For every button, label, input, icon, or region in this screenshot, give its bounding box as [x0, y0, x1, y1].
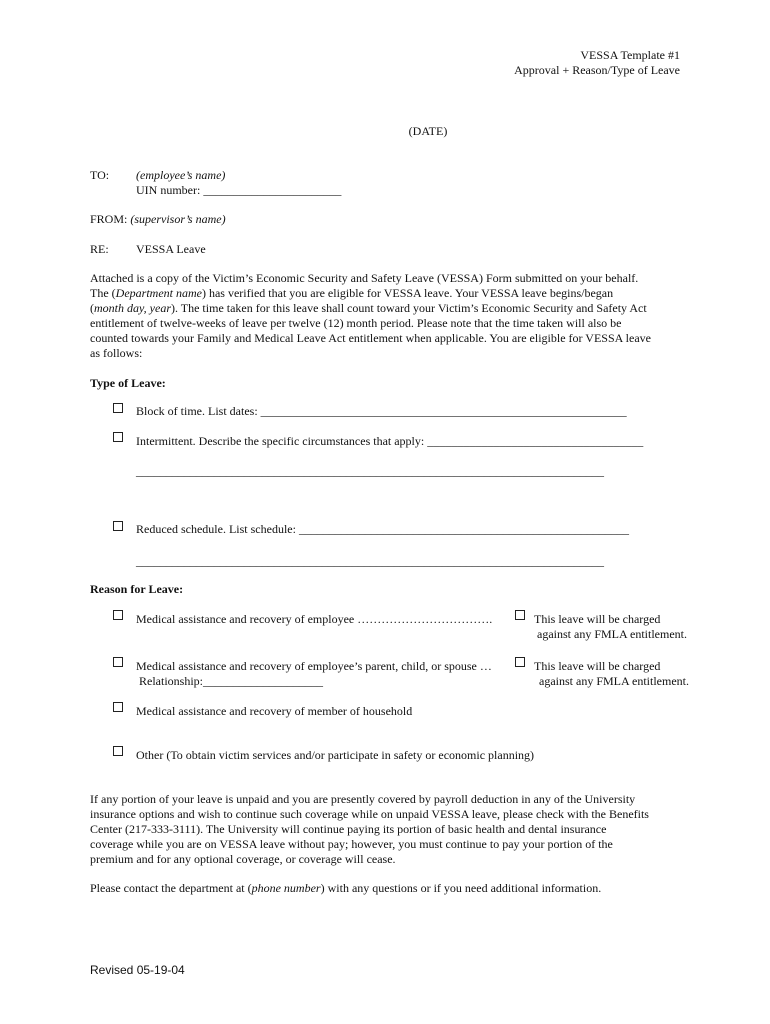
employee-medical-label: Medical assistance and recovery of employee …………………………….: [136, 612, 493, 626]
family-charge-line-2: against any FMLA entitlement.: [539, 674, 689, 688]
household-medical-checkbox[interactable]: [113, 702, 123, 712]
from-line: [90, 212, 226, 227]
family-medical-label: Medical assistance and recovery of employee’s parent, child, or spouse …: [136, 659, 492, 673]
template-title: VESSA Template #1: [580, 48, 680, 62]
intro-line-4: entitlement of twelve-weeks of leave per twelve (12) month period. Please note that the time taken will also be: [90, 316, 622, 330]
benefits-line-3: Center (217-333-3111). The University will continue paying its portion of basic health and dental insurance: [90, 822, 607, 836]
intro-paragraph: [90, 271, 690, 361]
family-medical-checkbox[interactable]: [113, 657, 123, 667]
reduced-schedule-checkbox[interactable]: [113, 521, 123, 531]
block-of-time-checkbox[interactable]: [113, 403, 123, 413]
employee-charge-line-2: against any FMLA entitlement.: [537, 627, 687, 641]
intro-line-1: Attached is a copy of the Victim’s Economic Security and Safety Leave (VESSA) Form submitted on your behalf.: [90, 271, 639, 285]
re-value: VESSA Leave: [136, 242, 206, 256]
from-value: (supervisor’s name): [130, 212, 226, 226]
family-relationship[interactable]: Relationship:____________________: [139, 674, 323, 688]
benefits-line-2: insurance options and wish to continue such coverage while on unpaid VESSA leave, please check with the Benefits: [90, 807, 649, 821]
reduced-schedule-blank-2[interactable]: ______________________________________________________________________________: [136, 554, 604, 568]
block-of-time-blank[interactable]: _____________________________________________________________: [260, 404, 627, 418]
intermittent-blank-2[interactable]: ______________________________________________________________________________: [136, 464, 604, 478]
block-of-time-label: Block of time. List dates:: [136, 404, 258, 418]
household-medical-label: Medical assistance and recovery of member of household: [136, 704, 413, 718]
reduced-schedule-blank[interactable]: _______________________________________________________: [298, 522, 629, 536]
other-reason-checkbox[interactable]: [113, 746, 123, 756]
intro-line-6: as follows:: [90, 346, 143, 360]
benefits-line-5: premium and for any optional coverage, or coverage will cease.: [90, 852, 396, 866]
employee-fmla-charge-checkbox[interactable]: [515, 610, 525, 620]
intermittent-blank[interactable]: ____________________________________: [427, 434, 644, 448]
reason-for-leave-heading: Reason for Leave:: [90, 582, 184, 596]
benefits-paragraph: [90, 792, 690, 867]
reduced-schedule-line: [136, 522, 629, 537]
type-of-leave-heading: Type of Leave:: [90, 376, 166, 390]
family-fmla-charge-checkbox[interactable]: [515, 657, 525, 667]
benefits-line-4: coverage while you are on VESSA leave without pay; however, you must continue to pay your portion of the: [90, 837, 613, 851]
reduced-schedule-label: Reduced schedule. List schedule:: [136, 522, 296, 536]
uin-line: [136, 183, 341, 198]
intro-line-5: counted towards your Family and Medical Leave Act entitlement when applicable. You are eligible for VESSA leave: [90, 331, 651, 345]
block-of-time-line: [136, 404, 627, 419]
uin-blank: _______________________: [203, 183, 342, 197]
to-label: TO:: [90, 168, 110, 182]
employee-charge-line-1: This leave will be charged: [534, 612, 661, 626]
uin-label: UIN number:: [136, 183, 201, 197]
from-label: FROM:: [90, 212, 128, 226]
intermittent-label: Intermittent. Describe the specific circumstances that apply:: [136, 434, 425, 448]
intermittent-line: [136, 434, 643, 449]
contact-line: Please contact the department at (phone number) with any questions or if you need additional information.: [90, 881, 602, 895]
re-label: RE:: [90, 242, 109, 256]
family-charge-line-1: This leave will be charged: [534, 659, 661, 673]
revised-date: Revised 05-19-04: [90, 963, 185, 977]
other-reason-label: Other (To obtain victim services and/or participate in safety or economic planning): [136, 748, 535, 762]
template-subtitle: Approval + Reason/Type of Leave: [514, 63, 680, 77]
intro-line-2: The (Department name) has verified that you are eligible for VESSA leave. Your VESSA leave begins/began: [90, 286, 614, 300]
date-placeholder: (DATE): [408, 124, 448, 138]
to-value: (employee’s name): [136, 168, 226, 182]
intermittent-checkbox[interactable]: [113, 432, 123, 442]
intro-line-3: (month day, year). The time taken for this leave shall count toward your Victim’s Economic Security and Safety Act: [90, 301, 647, 315]
phone-number-placeholder: phone number: [251, 881, 321, 895]
benefits-line-1: If any portion of your leave is unpaid and you are presently covered by payroll deduction in any of the University: [90, 792, 636, 806]
template-header: [514, 48, 680, 78]
employee-medical-checkbox[interactable]: [113, 610, 123, 620]
